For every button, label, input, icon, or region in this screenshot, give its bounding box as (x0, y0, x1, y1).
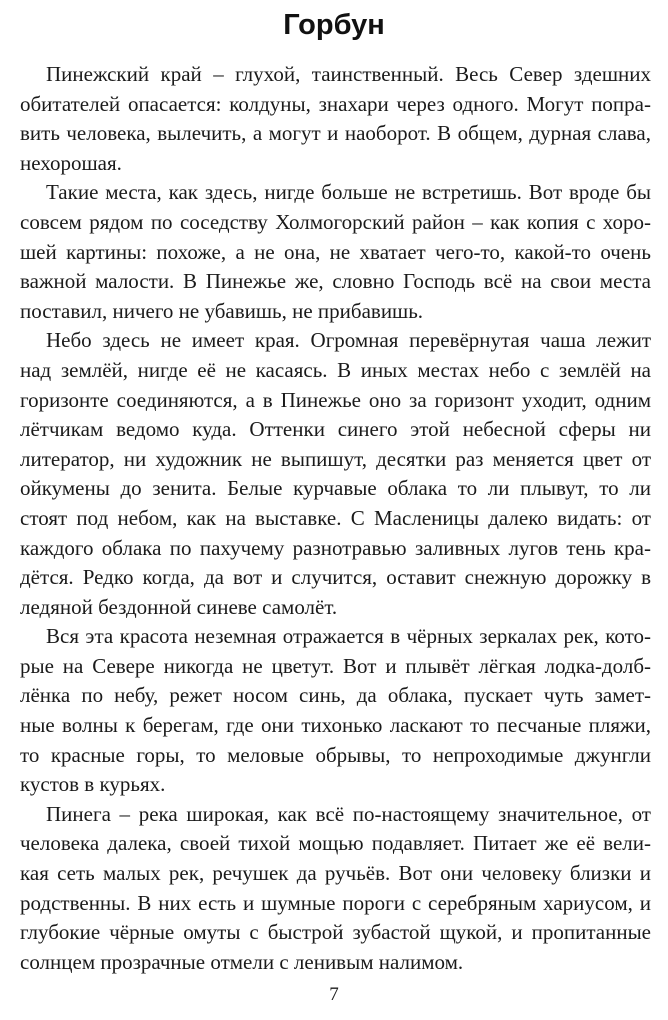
text-line: шей картины: похоже, а не она, не хватает чего-то, какой-то очень (20, 239, 651, 264)
paragraph (20, 60, 651, 178)
text-line: литератор, ни художник не выпишут, десятки раз меняется цвет от (20, 446, 651, 471)
text-line: лёнка по небу, режет носом синь, да облака, пускает чуть замет- (20, 683, 651, 708)
paragraph (20, 326, 651, 622)
text-line: горизонте соединяются, а в Пинежье оно за горизонт уходит, одним (20, 387, 651, 412)
text-line: вить человека, вылечить, а могут и наоборот. В общем, дурная слава, (20, 121, 651, 146)
text-line: стоят под небом, как на выставке. С Масленицы далеко видать: от (20, 505, 651, 530)
text-line: солнцем прозрачные отмели с ленивым налимом. (20, 949, 464, 974)
text-line: Пинежский край – глухой, таинственный. Весь Север здешних (46, 62, 651, 86)
text-line: человека далека, своей тихой мощью подавляет. Питает же её вели- (20, 831, 651, 856)
text-line: ойкумены до зенита. Белые курчавые облака то ли плывут, то ли (20, 476, 651, 501)
text-line: родственны. В них есть и шумные пороги с серебряным хариусом, и (20, 890, 651, 915)
text-line: Такие места, как здесь, нигде больше не встретишь. Вот вроде бы (46, 180, 651, 205)
text-line: кая сеть малых рек, речушек да ручьёв. Вот они человеку близки и (20, 861, 651, 886)
text-line: нехорошая. (20, 150, 122, 175)
text-line: Вся эта красота неземная отражается в чёрных зеркалах рек, кото- (46, 624, 651, 649)
text-line: обитателей опасается: колдуны, знахари через одного. Могут попра- (20, 91, 651, 116)
text-line: поставил, ничего не убавишь, не прибавишь. (20, 298, 424, 323)
text-line: ледяной бездонной синеве самолёт. (20, 594, 338, 619)
paragraph (20, 622, 651, 800)
text-line: дётся. Редко когда, да вот и случится, оставит снежную дорожку в (20, 565, 651, 590)
text-line: рые на Севере никогда не цветут. Вот и плывёт лёгкая лодка-долб- (20, 653, 651, 678)
text-line: лётчикам ведомо куда. Оттенки синего этой небесной сферы ни (20, 417, 651, 442)
chapter-title: Горбун (283, 9, 385, 41)
paragraph (20, 178, 651, 326)
text-line: важной малости. В Пинежье же, словно Господь всё на свои места (20, 269, 651, 294)
text-line: то красные горы, то меловые обрывы, то непроходимые джунгли (20, 742, 651, 767)
text-line: Пинега – река широкая, как всё по-настоящему значительное, от (46, 801, 651, 826)
text-line: каждого облака по пахучему разнотравью заливных лугов тень кра- (20, 535, 651, 560)
body-text (20, 60, 651, 977)
text-line: ные волны к берегам, где они тихонько ласкают то песчаные пляжи, (20, 713, 651, 738)
text-line: над землёй, нигде её не касаясь. В иных местах небо с землёй на (20, 357, 651, 382)
text-line: глубокие чёрные омуты с быстрой зубастой щукой, и пропитанные (20, 920, 651, 945)
paragraph (20, 800, 651, 978)
text-line: Небо здесь не имеет края. Огромная перевёрнутая чаша лежит (46, 328, 651, 353)
text-line: кустов в курьях. (20, 772, 166, 797)
page-number: 7 (329, 984, 339, 1005)
text-line: совсем рядом по соседству Холмогорский район – как копия с хоро- (20, 209, 651, 234)
